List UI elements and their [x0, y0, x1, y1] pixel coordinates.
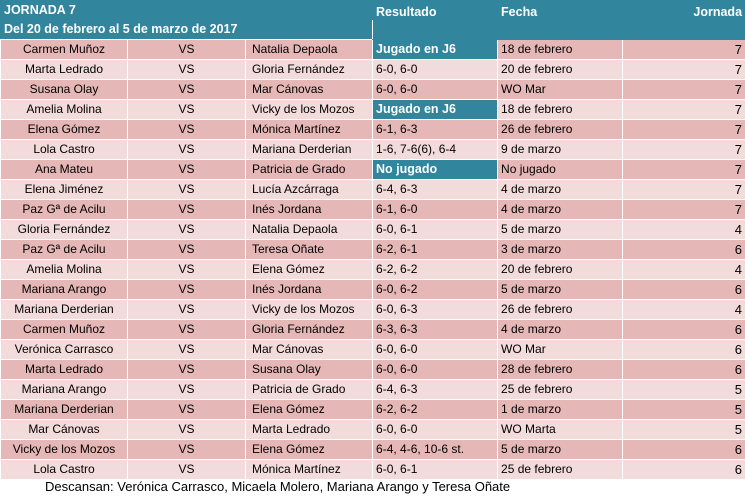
versus-cell: VS: [128, 100, 246, 120]
date-cell: 3 de marzo: [498, 240, 623, 260]
match-row: [1, 120, 745, 140]
date-cell: 4 de marzo: [498, 180, 623, 200]
player-one-cell: Amelia Molina: [1, 260, 128, 280]
match-row: [1, 320, 745, 340]
jornada-cell: 7: [623, 80, 745, 100]
match-row: [1, 260, 745, 280]
versus-cell: VS: [128, 240, 246, 260]
result-cell: 6-1, 6-0: [373, 200, 498, 220]
date-cell: 4 de marzo: [498, 200, 623, 220]
date-cell: No jugado: [498, 160, 623, 180]
player-one-cell: Paz Gª de Acilu: [1, 240, 128, 260]
date-cell: WO Marta: [498, 420, 623, 440]
player-one-cell: Ana Mateu: [1, 160, 128, 180]
player-two-cell: Elena Gómez: [246, 440, 373, 460]
player-one-cell: Lola Castro: [1, 140, 128, 160]
sheet-subtitle: Del 20 de febrero al 5 de marzo de 2017: [1, 20, 373, 40]
player-two-cell: Susana Olay: [246, 360, 373, 380]
player-one-cell: Verónica Carrasco: [1, 340, 128, 360]
result-cell: Jugado en J6: [373, 40, 498, 60]
date-cell: 5 de marzo: [498, 280, 623, 300]
match-row: [1, 60, 745, 80]
player-two-cell: Mar Cánovas: [246, 340, 373, 360]
versus-cell: VS: [128, 60, 246, 80]
match-row: [1, 360, 745, 380]
match-row: [1, 280, 745, 300]
result-cell: 6-0, 6-0: [373, 80, 498, 100]
player-two-cell: Elena Gómez: [246, 400, 373, 420]
jornada-cell: 5: [623, 400, 745, 420]
jornada-cell: 7: [623, 180, 745, 200]
date-cell: 20 de febrero: [498, 60, 623, 80]
date-cell: 28 de febrero: [498, 360, 623, 380]
jornada-cell: 6: [623, 460, 745, 480]
player-two-cell: Marta Ledrado: [246, 420, 373, 440]
date-cell: 4 de marzo: [498, 320, 623, 340]
match-row: [1, 300, 745, 320]
jornada-cell: 6: [623, 440, 745, 460]
jornada-cell: 7: [623, 40, 745, 60]
date-cell: 26 de febrero: [498, 300, 623, 320]
result-cell: 6-0, 6-1: [373, 220, 498, 240]
result-cell: Jugado en J6: [373, 100, 498, 120]
player-two-cell: Inés Jordana: [246, 280, 373, 300]
jornada-cell: 4: [623, 300, 745, 320]
match-row: [1, 140, 745, 160]
result-cell: 6-1, 6-3: [373, 120, 498, 140]
match-row: [1, 420, 745, 440]
versus-cell: VS: [128, 80, 246, 100]
result-cell: 6-2, 6-1: [373, 240, 498, 260]
jornada-cell: 6: [623, 240, 745, 260]
match-row: [1, 340, 745, 360]
result-cell: No jugado: [373, 160, 498, 180]
player-one-cell: Gloria Fernández: [1, 220, 128, 240]
versus-cell: VS: [128, 140, 246, 160]
player-two-cell: Inés Jordana: [246, 200, 373, 220]
match-row: [1, 160, 745, 180]
match-row: [1, 240, 745, 260]
player-one-cell: Mariana Arango: [1, 380, 128, 400]
versus-cell: VS: [128, 360, 246, 380]
versus-cell: VS: [128, 160, 246, 180]
result-cell: 6-0, 6-2: [373, 280, 498, 300]
player-one-cell: Mariana Derderian: [1, 300, 128, 320]
versus-cell: VS: [128, 440, 246, 460]
jornada-cell: 7: [623, 60, 745, 80]
jornada-header: Jornada: [623, 1, 745, 40]
result-cell: 6-4, 6-3: [373, 180, 498, 200]
jornada-cell: 6: [623, 340, 745, 360]
jornada-cell: 7: [623, 100, 745, 120]
versus-cell: VS: [128, 320, 246, 340]
fecha-header: Fecha: [498, 1, 623, 40]
player-one-cell: Carmen Muñoz: [1, 40, 128, 60]
player-two-cell: Gloria Fernández: [246, 60, 373, 80]
versus-cell: VS: [128, 120, 246, 140]
versus-cell: VS: [128, 340, 246, 360]
player-two-cell: Mariana Derderian: [246, 140, 373, 160]
match-rows: [1, 40, 745, 480]
match-row: [1, 180, 745, 200]
date-cell: 20 de febrero: [498, 260, 623, 280]
player-two-cell: Lucía Azcárraga: [246, 180, 373, 200]
result-cell: 6-0, 6-0: [373, 60, 498, 80]
date-cell: 25 de febrero: [498, 460, 623, 480]
player-one-cell: Elena Gómez: [1, 120, 128, 140]
match-row: [1, 380, 745, 400]
player-two-cell: Patricia de Grado: [246, 380, 373, 400]
result-cell: 6-4, 4-6, 10-6 st.: [373, 440, 498, 460]
result-cell: 1-6, 7-6(6), 6-4: [373, 140, 498, 160]
player-one-cell: Paz Gª de Acilu: [1, 200, 128, 220]
player-one-cell: Carmen Muñoz: [1, 320, 128, 340]
resultado-header: Resultado: [373, 1, 498, 40]
player-one-cell: Vicky de los Mozos: [1, 440, 128, 460]
date-cell: 1 de marzo: [498, 400, 623, 420]
jornada-cell: 4: [623, 260, 745, 280]
player-one-cell: Amelia Molina: [1, 100, 128, 120]
player-two-cell: Mar Cánovas: [246, 80, 373, 100]
result-cell: 6-2, 6-2: [373, 400, 498, 420]
versus-cell: VS: [128, 300, 246, 320]
player-two-cell: Natalia Depaola: [246, 220, 373, 240]
player-two-cell: Vicky de los Mozos: [246, 300, 373, 320]
date-cell: 26 de febrero: [498, 120, 623, 140]
match-row: [1, 460, 745, 480]
jornada-cell: 7: [623, 200, 745, 220]
date-cell: WO Mar: [498, 80, 623, 100]
date-cell: 9 de marzo: [498, 140, 623, 160]
versus-cell: VS: [128, 400, 246, 420]
date-cell: 5 de marzo: [498, 220, 623, 240]
result-cell: 6-4, 6-3: [373, 380, 498, 400]
versus-cell: VS: [128, 260, 246, 280]
player-two-cell: Teresa Oñate: [246, 240, 373, 260]
jornada-cell: 6: [623, 360, 745, 380]
match-row: [1, 440, 745, 460]
player-one-cell: Elena Jiménez: [1, 180, 128, 200]
result-cell: 6-3, 6-3: [373, 320, 498, 340]
date-cell: WO Mar: [498, 340, 623, 360]
match-row: [1, 200, 745, 220]
player-one-cell: Marta Ledrado: [1, 60, 128, 80]
jornada-cell: 6: [623, 320, 745, 340]
versus-cell: VS: [128, 460, 246, 480]
player-one-cell: Mariana Arango: [1, 280, 128, 300]
jornada-cell: 7: [623, 140, 745, 160]
player-one-cell: Lola Castro: [1, 460, 128, 480]
jornada-cell: 4: [623, 220, 745, 240]
jornada-cell: 6: [623, 280, 745, 300]
player-one-cell: Mar Cánovas: [1, 420, 128, 440]
versus-cell: VS: [128, 220, 246, 240]
player-two-cell: Vicky de los Mozos: [246, 100, 373, 120]
versus-cell: VS: [128, 380, 246, 400]
match-row: [1, 100, 745, 120]
player-two-cell: Natalia Depaola: [246, 40, 373, 60]
player-one-cell: Mariana Derderian: [1, 400, 128, 420]
result-cell: 6-0, 6-0: [373, 340, 498, 360]
player-one-cell: Marta Ledrado: [1, 360, 128, 380]
jornada-cell: 5: [623, 420, 745, 440]
rest-note: [45, 479, 510, 494]
versus-cell: VS: [128, 280, 246, 300]
versus-cell: VS: [128, 40, 246, 60]
sheet-title: JORNADA 7: [1, 1, 373, 20]
result-cell: 6-0, 6-3: [373, 300, 498, 320]
player-two-cell: Patricia de Grado: [246, 160, 373, 180]
versus-cell: VS: [128, 420, 246, 440]
player-two-cell: Mónica Martínez: [246, 120, 373, 140]
match-row: [1, 220, 745, 240]
player-one-cell: Susana Olay: [1, 80, 128, 100]
rest-label: Descansan:: [45, 479, 114, 494]
player-two-cell: Elena Gómez: [246, 260, 373, 280]
match-row: [1, 400, 745, 420]
date-cell: 18 de febrero: [498, 100, 623, 120]
player-two-cell: Mónica Martínez: [246, 460, 373, 480]
result-cell: 6-0, 6-0: [373, 360, 498, 380]
match-row: [1, 40, 745, 60]
result-cell: 6-0, 6-1: [373, 460, 498, 480]
result-cell: 6-2, 6-2: [373, 260, 498, 280]
rest-names: Verónica Carrasco, Micaela Molero, Mariana Arango y Teresa Oñate: [117, 479, 511, 494]
versus-cell: VS: [128, 180, 246, 200]
jornada-cell: 7: [623, 120, 745, 140]
result-cell: 6-0, 6-0: [373, 420, 498, 440]
date-cell: 5 de marzo: [498, 440, 623, 460]
jornada-cell: 7: [623, 160, 745, 180]
date-cell: 18 de febrero: [498, 40, 623, 60]
versus-cell: VS: [128, 200, 246, 220]
date-cell: 25 de febrero: [498, 380, 623, 400]
player-two-cell: Gloria Fernández: [246, 320, 373, 340]
jornada-cell: 5: [623, 380, 745, 400]
match-row: [1, 80, 745, 100]
